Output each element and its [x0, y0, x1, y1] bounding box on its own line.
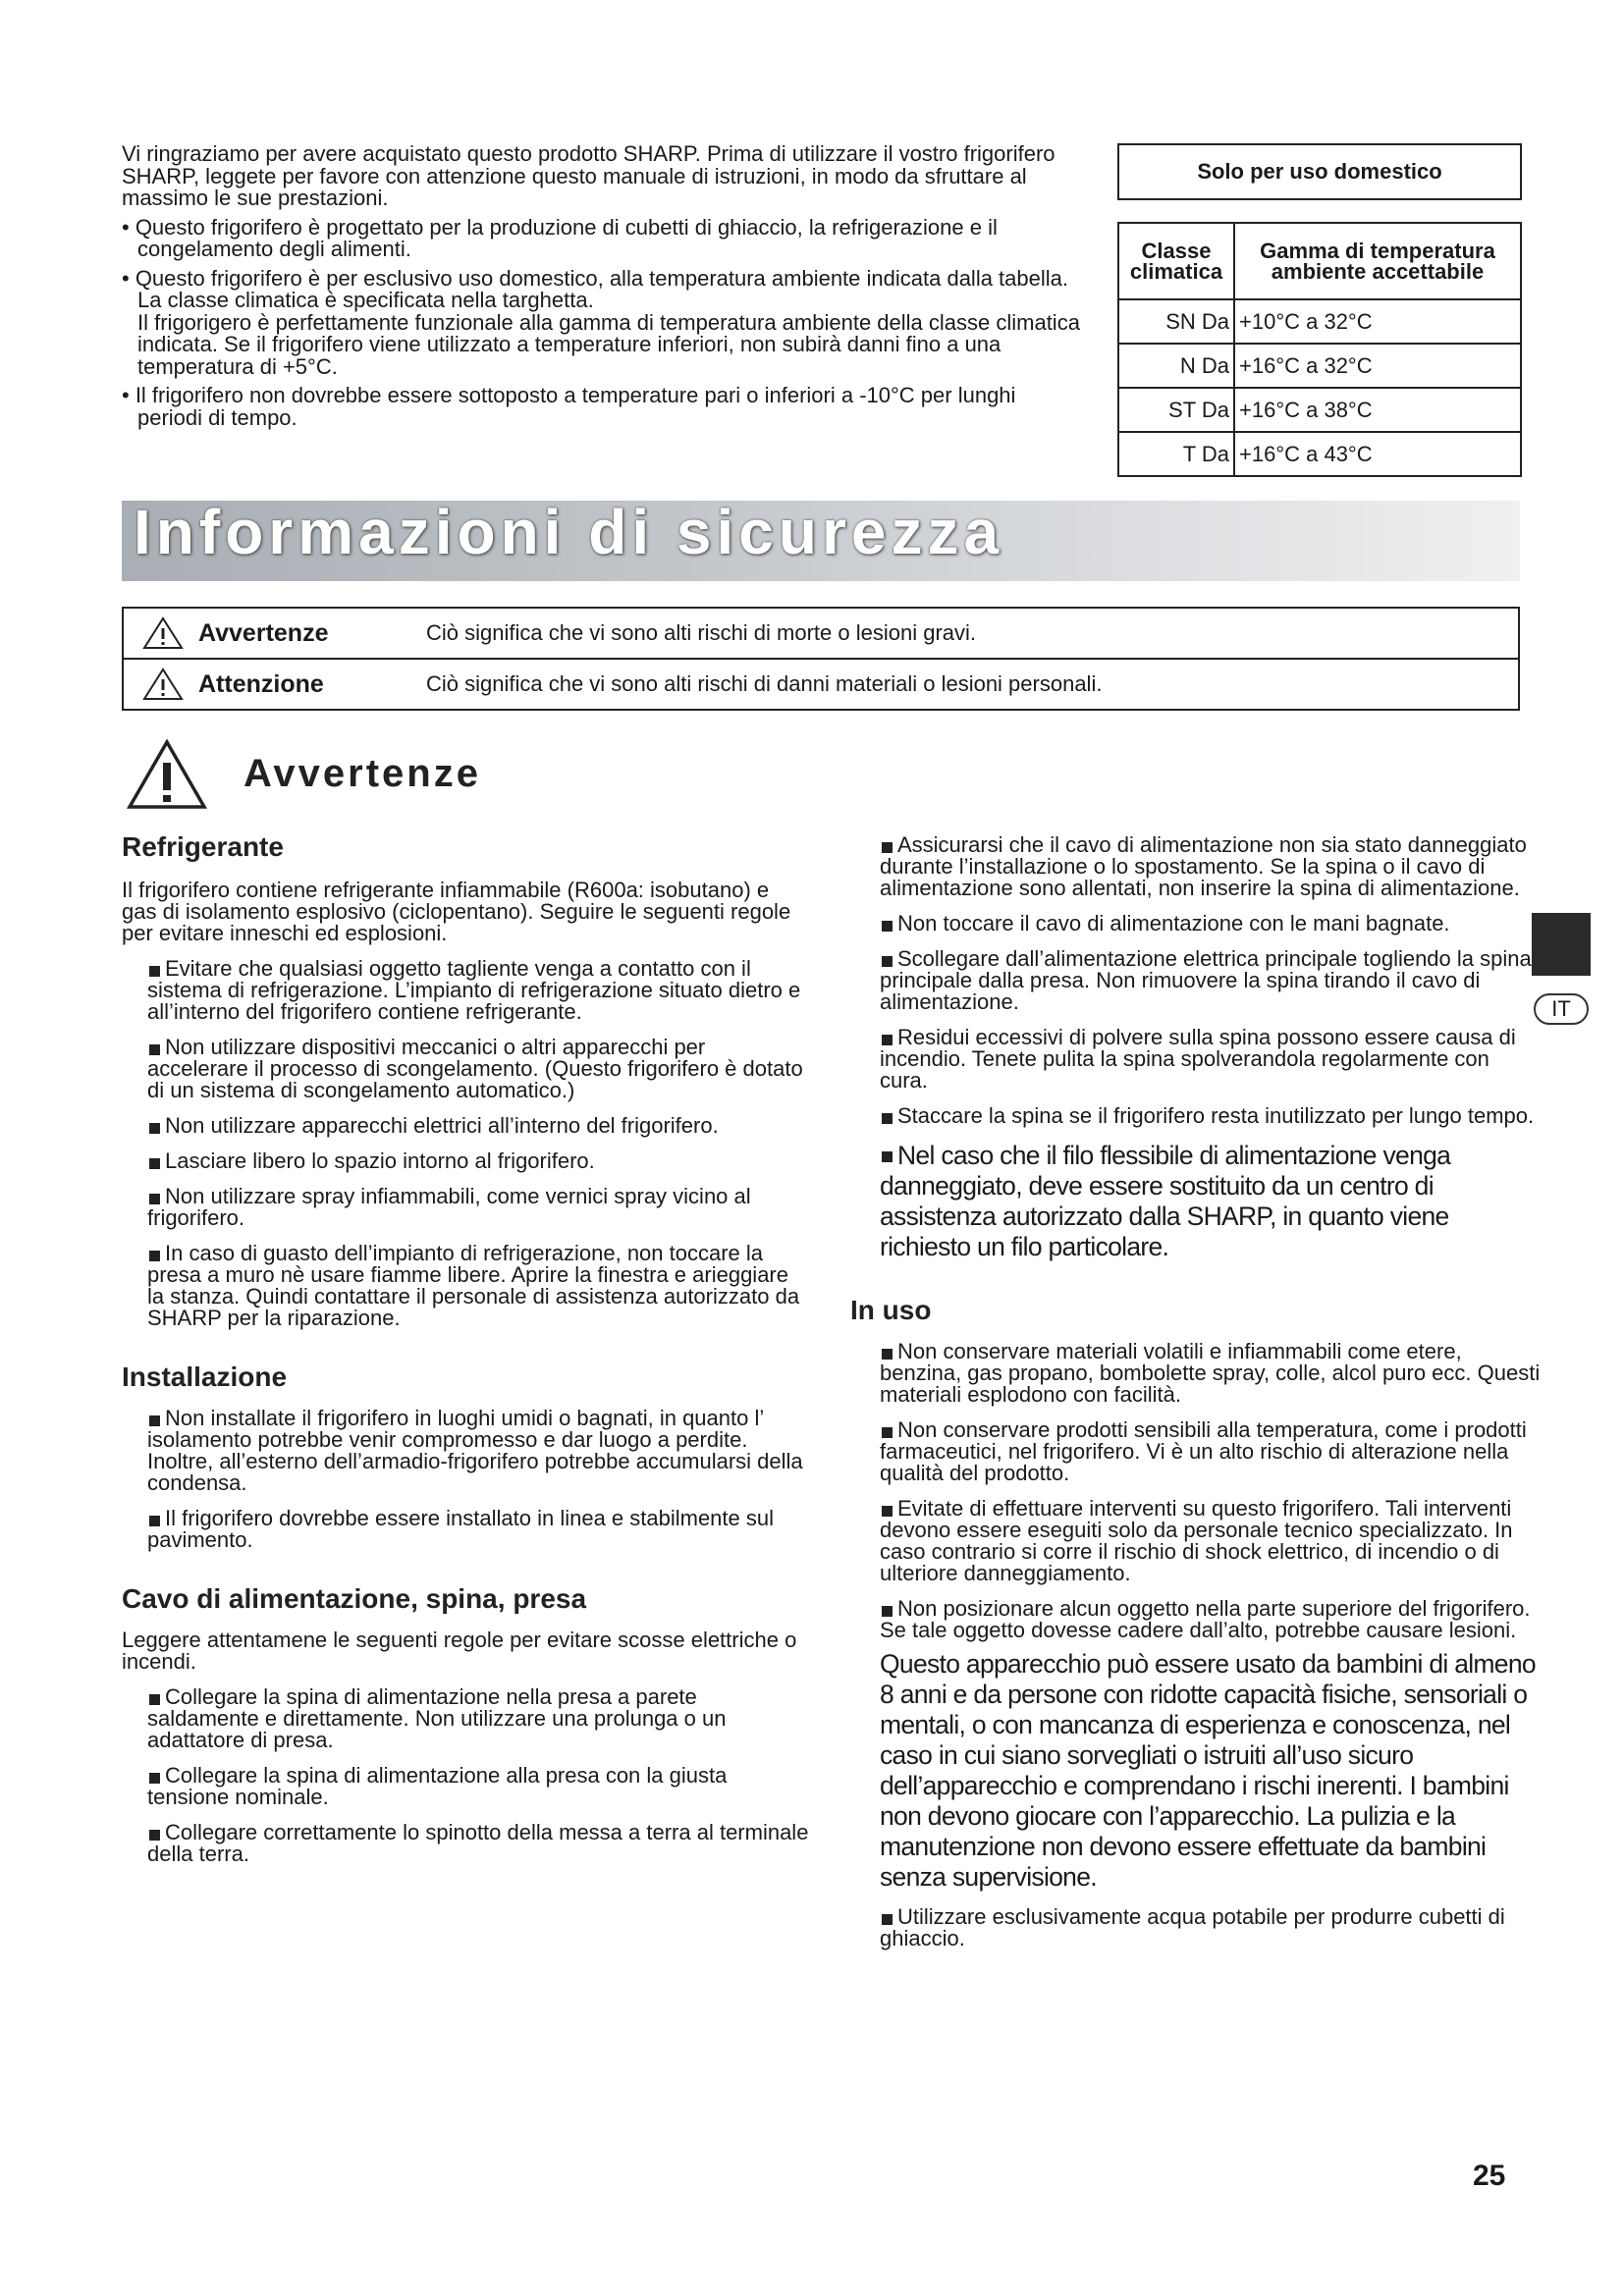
section-intro: Il frigorifero contiene refrigerante infiammabile (R600a: isobutano) e gas di isolamento esplosivo (ciclopentano). Seguire le seguenti regole per evitare inneschi ed esplosioni. — [122, 878, 791, 945]
class-cell: SN Da — [1118, 299, 1234, 344]
list-item-text: Lasciare libero lo spazio intorno al frigorifero. — [165, 1148, 595, 1173]
range-cell: +10°C a 32°C — [1234, 299, 1521, 344]
warnings-title: Avvertenze — [244, 752, 481, 795]
range-cell: +16°C a 38°C — [1234, 388, 1521, 432]
range-cell: +16°C a 43°C — [1234, 432, 1521, 476]
list-item-text: Non utilizzare dispositivi meccanici o altri apparecchi per accelerare il processo di scongelamento. (Questo frigorifero è dotato di un sistema di scongelamento automatico.) — [147, 1035, 803, 1102]
warning-triangle-icon — [126, 738, 208, 811]
list-item-text: In caso di guasto dell’impianto di refrigerazione, non toccare la presa a muro nè usare fiamme libere. Aprire la finestra e arieggiare la stanza. Quindi contattare il personale di assistenza autorizzato da SHARP per la riparazione. — [147, 1241, 800, 1330]
list-item — [122, 1243, 809, 1329]
list-item-text: Collegare la spina di alimentazione nella presa a parete saldamente e direttamente. Non utilizzare una prolunga o un adattatore di presa. — [147, 1684, 727, 1752]
list-item — [854, 1341, 1542, 1406]
list-item — [854, 1419, 1542, 1484]
bullet-square — [149, 1516, 160, 1526]
list-item — [122, 1822, 809, 1865]
list-item — [122, 1150, 809, 1172]
legend-row — [124, 609, 1518, 658]
intro-text — [122, 143, 1084, 429]
bullet-square — [882, 956, 893, 967]
list-item — [122, 1037, 809, 1101]
class-cell: N Da — [1118, 344, 1234, 388]
list-item — [854, 913, 1542, 934]
list-item-text: Non utilizzare spray infiammabili, come vernici spray vicino al frigorifero. — [147, 1184, 751, 1230]
section-heading-installation: Installazione — [122, 1362, 288, 1392]
section-heading-in-use: In uso — [850, 1295, 932, 1325]
bullet-square — [882, 1151, 893, 1162]
class-cell: T Da — [1118, 432, 1234, 476]
list-item-text: Utilizzare esclusivamente acqua potabile per produrre cubetti di ghiaccio. — [880, 1904, 1505, 1950]
bullet-square — [882, 1606, 893, 1617]
list-item — [854, 1498, 1542, 1584]
list-item-text: Non toccare il cavo di alimentazione con le mani bagnate. — [897, 911, 1450, 935]
legend-row — [124, 658, 1518, 709]
bullet-square — [149, 1415, 160, 1426]
list-item-text: Non installate il frigorifero in luoghi umidi o bagnati, in quanto l’ isolamento potrebbe venir compromesso e dar luogo a perdite. Inoltre, all’esterno dell’armadio-frigorifero potrebbe accumularsi della condensa. — [147, 1406, 803, 1495]
list-item-text: Collegare la spina di alimentazione alla presa con la giusta tensione nominale. — [147, 1763, 728, 1809]
section-heading-refrigerant: Refrigerante — [122, 831, 284, 862]
intro-bullet: • Il frigorifero non dovrebbe essere sottoposto a temperature pari o inferiori a -10°C per lunghi periodi di tempo. — [122, 383, 1016, 430]
list-item — [854, 1027, 1542, 1092]
bullet-square — [149, 1773, 160, 1784]
caution-triangle-icon — [141, 667, 185, 702]
legend-description: Ciò significa che vi sono alti rischi di morte o lesioni gravi. — [426, 620, 977, 645]
bullet-square — [149, 1044, 160, 1055]
bullet-square — [149, 966, 160, 977]
list-item-text: Assicurarsi che il cavo di alimentazione non sia stato danneggiato durante l’installazione o lo spostamento. Se la spina o il cavo di alimentazione sono allentati, non inserire la spina di alimentazione. — [880, 832, 1527, 900]
list-item-text: Non utilizzare apparecchi elettrici all’interno del frigorifero. — [165, 1113, 719, 1138]
table-row — [1118, 432, 1521, 476]
language-badge: IT — [1534, 993, 1589, 1025]
right-column — [850, 832, 1542, 1950]
range-cell: +16°C a 32°C — [1234, 344, 1521, 388]
legend-description: Ciò significa che vi sono alti rischi di danni materiali o lesioni personali. — [426, 671, 1103, 696]
bullet-square — [882, 842, 893, 853]
list-item-text: Residui eccessivi di polvere sulla spina possono essere causa di incendio. Tenete pulita la spina spolverandola regolarmente con cura. — [880, 1025, 1516, 1093]
list-item-text: Evitate di effettuare interventi su questo frigorifero. Tali interventi devono essere eseguiti solo da personale tecnico specializzato. In caso contrario si corre il rischio di shock elettrico, di incendio o di ulteriore danneggiamento. — [880, 1496, 1513, 1585]
language-tab-marker — [1532, 913, 1591, 976]
list-item — [854, 1141, 1542, 1262]
bullet-square — [882, 1349, 893, 1360]
domestic-use-box: Solo per uso domestico — [1117, 143, 1522, 200]
class-cell: ST Da — [1118, 388, 1234, 432]
bullet-square — [882, 1035, 893, 1045]
header-class: Classe climatica — [1118, 223, 1234, 299]
list-item — [122, 958, 809, 1023]
intro-bullet-continuation: Il frigorigero è perfettamente funzionale alla gamma di temperatura ambiente della classe climatica indicata. Se il frigorifero viene utilizzato a temperature inferiori, non subirà danni fino a una temperatura di +5°C. — [137, 309, 1080, 379]
bullet-square — [149, 1194, 160, 1204]
list-item — [122, 1508, 809, 1551]
table-row — [1118, 299, 1521, 344]
bullet-square — [149, 1251, 160, 1261]
list-item-text: Collegare correttamente lo spinotto della messa a terra al terminale della terra. — [147, 1820, 809, 1866]
legend-term: Avvertenze — [198, 618, 329, 647]
list-item-text: Scollegare dall’alimentazione elettrica principale togliendo la spina principale dalla presa. Non rimuovere la spina tirando il cavo di alimentazione. — [880, 946, 1532, 1014]
header-range: Gamma di temperatura ambiente accettabile — [1234, 223, 1521, 299]
list-item — [854, 1105, 1542, 1127]
list-item-text: Il frigorifero dovrebbe essere installato in linea e stabilmente sul pavimento. — [147, 1506, 774, 1552]
list-item — [122, 1765, 809, 1808]
intro-paragraph: Vi ringraziamo per avere acquistato questo prodotto SHARP. Prima di utilizzare il vostro frigorifero SHARP, leggete per favore con attenzione questo manuale di istruzioni, in modo da sfruttare al massimo le sue prestazioni. — [122, 141, 1056, 210]
list-item-text: Non conservare materiali volatili e infiammabili come etere, benzina, gas propano, bombolette spray, colle, alcol puro ecc. Questi materiali esplodono con facilità. — [880, 1339, 1541, 1407]
bullet-square — [149, 1158, 160, 1169]
list-item — [122, 1408, 809, 1494]
climate-class-table — [1117, 222, 1522, 477]
list-item-text: Questo apparecchio può essere usato da bambini di almeno 8 anni e da persone con ridotte capacità fisiche, sensoriali o mentali, o con mancanza di esperienza e conoscenza, nel caso in cui siano sorvegliati o istruiti all’uso sicuro dell’apparecchio e comprendano i rischi inerenti. I bambini non devono giocare con l’apparecchio. La pulizia e la manutenzione non devono essere effettuate da bambini senza supervisione. — [880, 1649, 1536, 1892]
list-item — [122, 1686, 809, 1751]
list-item-text: Evitare che qualsiasi oggetto tagliente venga a contatto con il sistema di refrigerazione. L’impianto di refrigerazione situato dietro e all’interno del frigorifero contiene refrigerante. — [147, 956, 801, 1024]
banner-title: Informazioni di sicurezza — [134, 497, 1004, 567]
left-column — [122, 830, 809, 1865]
bullet-square — [149, 1694, 160, 1705]
list-item — [854, 834, 1542, 899]
section-intro: Leggere attentamene le seguenti regole per evitare scosse elettriche o incendi. — [122, 1628, 797, 1674]
intro-bullet: • Questo frigorifero è per esclusivo uso domestico, alla temperatura ambiente indicata dalla tabella. La classe climatica è specificata nella targhetta. — [122, 265, 1068, 312]
hazard-legend — [122, 607, 1520, 711]
intro-bullet: • Questo frigorifero è progettato per la produzione di cubetti di ghiaccio, la refrigerazione e il congelamento degli alimenti. — [122, 214, 998, 261]
table-row — [1118, 388, 1521, 432]
bullet-square — [882, 1427, 893, 1438]
section-heading-power: Cavo di alimentazione, spina, presa — [122, 1583, 587, 1614]
list-item — [854, 1906, 1542, 1949]
bullet-square — [882, 1914, 893, 1925]
bullet-square — [882, 1506, 893, 1517]
warning-triangle-icon — [141, 615, 185, 651]
list-item-text: Staccare la spina se il frigorifero resta inutilizzato per lungo tempo. — [897, 1103, 1535, 1128]
list-item — [122, 1186, 809, 1229]
list-item-text: Nel caso che il filo flessibile di alimentazione venga danneggiato, deve essere sostituito da un centro di assistenza autorizzato dalla SHARP, in quanto viene richiesto un filo particolare. — [880, 1141, 1451, 1261]
list-item-text: Non conservare prodotti sensibili alla temperatura, come i prodotti farmaceutici, nel frigorifero. Vi è un alto rischio di alterazione nella qualità del prodotto. — [880, 1417, 1527, 1485]
list-item — [854, 948, 1542, 1013]
list-item-text: Non posizionare alcun oggetto nella parte superiore del frigorifero. Se tale oggetto dovesse cadere dall’alto, potrebbe causare lesioni. — [880, 1596, 1531, 1642]
list-item — [122, 1115, 809, 1137]
table-row — [1118, 344, 1521, 388]
legend-term: Attenzione — [198, 669, 324, 698]
list-item — [854, 1649, 1542, 1893]
table-header-row — [1118, 223, 1521, 299]
bullet-square — [882, 1113, 893, 1124]
bullet-square — [149, 1123, 160, 1134]
bullet-square — [149, 1830, 160, 1841]
list-item — [854, 1598, 1542, 1641]
bullet-square — [882, 921, 893, 932]
page-number: 25 — [1473, 2160, 1506, 2192]
